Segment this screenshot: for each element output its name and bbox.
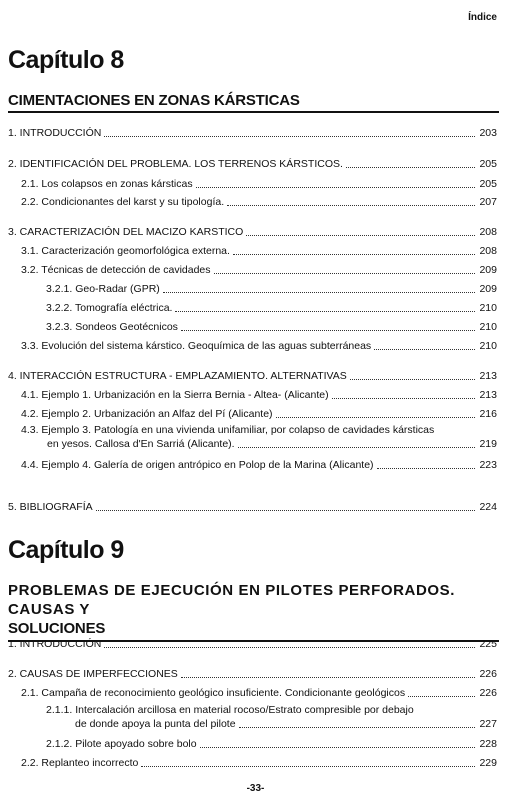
toc-entry-page: 210 (479, 302, 497, 314)
toc-entry[interactable] (8, 369, 497, 383)
toc-entry-page: 219 (479, 438, 497, 450)
toc-entry-label: 2.1.2. Pilote apoyado sobre bolo (46, 738, 197, 750)
leader-dots (246, 235, 475, 236)
toc-entry[interactable] (8, 667, 497, 681)
leader-dots (96, 510, 476, 511)
toc-entry-page: 205 (479, 158, 497, 170)
toc-entry[interactable] (21, 263, 497, 277)
toc-entry-label: 2.2. Replanteo incorrecto (21, 757, 139, 769)
toc-entry-page: 228 (479, 738, 497, 750)
chapter-9-section-line2: SOLUCIONES (8, 620, 106, 637)
leader-dots (104, 136, 475, 137)
index-header-label: Índice (468, 12, 497, 23)
toc-entry[interactable] (21, 244, 497, 258)
leader-dots (200, 747, 476, 748)
leader-dots (408, 696, 475, 697)
toc-entry-label: 1. INTRODUCCIÓN (8, 638, 102, 650)
toc-entry-label: 4.1. Ejemplo 1. Urbanización en la Sierra Bernia - Altea- (Alicante) (21, 389, 329, 401)
toc-entry[interactable] (21, 339, 497, 353)
leader-dots (276, 417, 476, 418)
toc-entry-label: 3.2. Técnicas de detección de cavidades (21, 264, 211, 276)
toc-entry-page: 229 (479, 757, 497, 769)
toc-entry-label: 4. INTERACCIÓN ESTRUCTURA - EMPLAZAMIENTO. ALTERNATIVAS (8, 370, 347, 382)
toc-entry[interactable] (21, 686, 497, 700)
toc-entry-page: 209 (479, 264, 497, 276)
toc-entry[interactable] (8, 637, 497, 651)
chapter-8-title: Capítulo 8 (8, 46, 124, 74)
leader-dots (346, 167, 476, 168)
leader-dots (332, 398, 476, 399)
toc-entry[interactable] (46, 301, 497, 315)
leader-dots (377, 468, 476, 469)
toc-entry-page: 226 (479, 668, 497, 680)
toc-entry-label: 2.1. Campaña de reconocimiento geológico insuficiente. Condicionante geológicos (21, 687, 406, 699)
leader-dots (181, 677, 476, 678)
toc-entry-page: 213 (479, 389, 497, 401)
chapter-9-title: Capítulo 9 (8, 536, 124, 564)
toc-entry[interactable] (21, 458, 497, 472)
toc-entry[interactable] (21, 756, 497, 770)
toc-entry-label: 4.4. Ejemplo 4. Galería de origen antrópico en Polop de la Marina (Alicante) (21, 459, 374, 471)
toc-entry-label: 3.2.1. Geo-Radar (GPR) (46, 283, 160, 295)
leader-dots (181, 330, 476, 331)
toc-entry-page: 203 (479, 127, 497, 139)
toc-entry-page: 225 (479, 638, 497, 650)
toc-entry-page: 208 (479, 245, 497, 257)
toc-entry-page: 216 (479, 408, 497, 420)
toc-entry-page: 209 (479, 283, 497, 295)
toc-entry-label: 2. CAUSAS DE IMPERFECCIONES (8, 668, 178, 680)
toc-entry-label: 2. IDENTIFICACIÓN DEL PROBLEMA. LOS TERRENOS KÁRSTICOS. (8, 158, 343, 170)
toc-entry-page: 208 (479, 226, 497, 238)
toc-entry-label-line1: 4.3. Ejemplo 3. Patología en una vivienda unifamiliar, por colapso de cavidades kársticas (21, 424, 435, 436)
toc-entry[interactable] (21, 195, 497, 209)
leader-dots (104, 647, 475, 648)
chapter-9-section-line1: PROBLEMAS DE EJECUCIÓN EN PILOTES PERFORADOS. CAUSAS Y (8, 582, 456, 618)
leader-dots (175, 311, 475, 312)
toc-entry[interactable] (46, 320, 497, 334)
leader-dots (163, 292, 476, 293)
toc-entry-label: 5. BIBLIOGRAFÍA (8, 501, 93, 513)
toc-entry-label: 3.1. Caracterización geomorfológica externa. (21, 245, 230, 257)
chapter-8-section-title: CIMENTACIONES EN ZONAS KÁRSTICAS (8, 92, 499, 113)
toc-entry[interactable] (21, 423, 497, 451)
toc-entry-page: 213 (479, 370, 497, 382)
toc-entry[interactable] (21, 388, 497, 402)
toc-entry[interactable] (21, 407, 497, 421)
leader-dots (374, 349, 475, 350)
toc-entry[interactable] (8, 157, 497, 171)
toc-entry-label: 3.3. Evolución del sistema kárstico. Geoquímica de las aguas subterráneas (21, 340, 372, 352)
toc-entry-label-line1: 2.1.1. Intercalación arcillosa en material rocoso/Estrato compresible por debajo (46, 704, 414, 716)
page-number: -33- (246, 783, 265, 794)
toc-entry[interactable] (46, 282, 497, 296)
leader-dots (227, 205, 475, 206)
leader-dots (350, 379, 476, 380)
toc-entry-label: 4.2. Ejemplo 2. Urbanización an Alfaz del Pí (Alicante) (21, 408, 273, 420)
toc-entry-label-line2: en yesos. Callosa d'En Sarriá (Alicante). (47, 438, 235, 450)
toc-entry[interactable] (21, 177, 497, 191)
toc-entry-page: 210 (479, 340, 497, 352)
toc-entry-label: 3.2.3. Sondeos Geotécnicos (46, 321, 178, 333)
toc-entry[interactable] (46, 737, 497, 751)
toc-entry-label: 2.2. Condicionantes del karst y su tipología. (21, 196, 225, 208)
chapter-9-section-title (8, 581, 499, 642)
toc-entry-page: 223 (479, 459, 497, 471)
toc-entry-label: 3. CARACTERIZACIÓN DEL MACIZO KARSTICO (8, 226, 244, 238)
toc-entry-label-line2: de donde apoya la punta del pilote (75, 718, 236, 730)
toc-entry-label: 2.1. Los colapsos en zonas kársticas (21, 178, 193, 190)
toc-entry-page: 210 (479, 321, 497, 333)
leader-dots (141, 766, 475, 767)
toc-entry-page: 226 (479, 687, 497, 699)
toc-entry-page: 207 (479, 196, 497, 208)
leader-dots (239, 727, 476, 728)
toc-entry[interactable] (46, 703, 497, 731)
toc-entry-label: 1. INTRODUCCIÓN (8, 127, 102, 139)
leader-dots (214, 273, 476, 274)
toc-entry[interactable] (8, 225, 497, 239)
leader-dots (238, 447, 476, 448)
leader-dots (196, 187, 476, 188)
toc-entry-label: 3.2.2. Tomografía eléctrica. (46, 302, 173, 314)
toc-entry[interactable] (8, 500, 497, 514)
leader-dots (233, 254, 476, 255)
toc-entry-page: 205 (479, 178, 497, 190)
toc-entry-page: 227 (479, 718, 497, 730)
toc-entry-page: 224 (479, 501, 497, 513)
toc-entry[interactable] (8, 126, 497, 140)
